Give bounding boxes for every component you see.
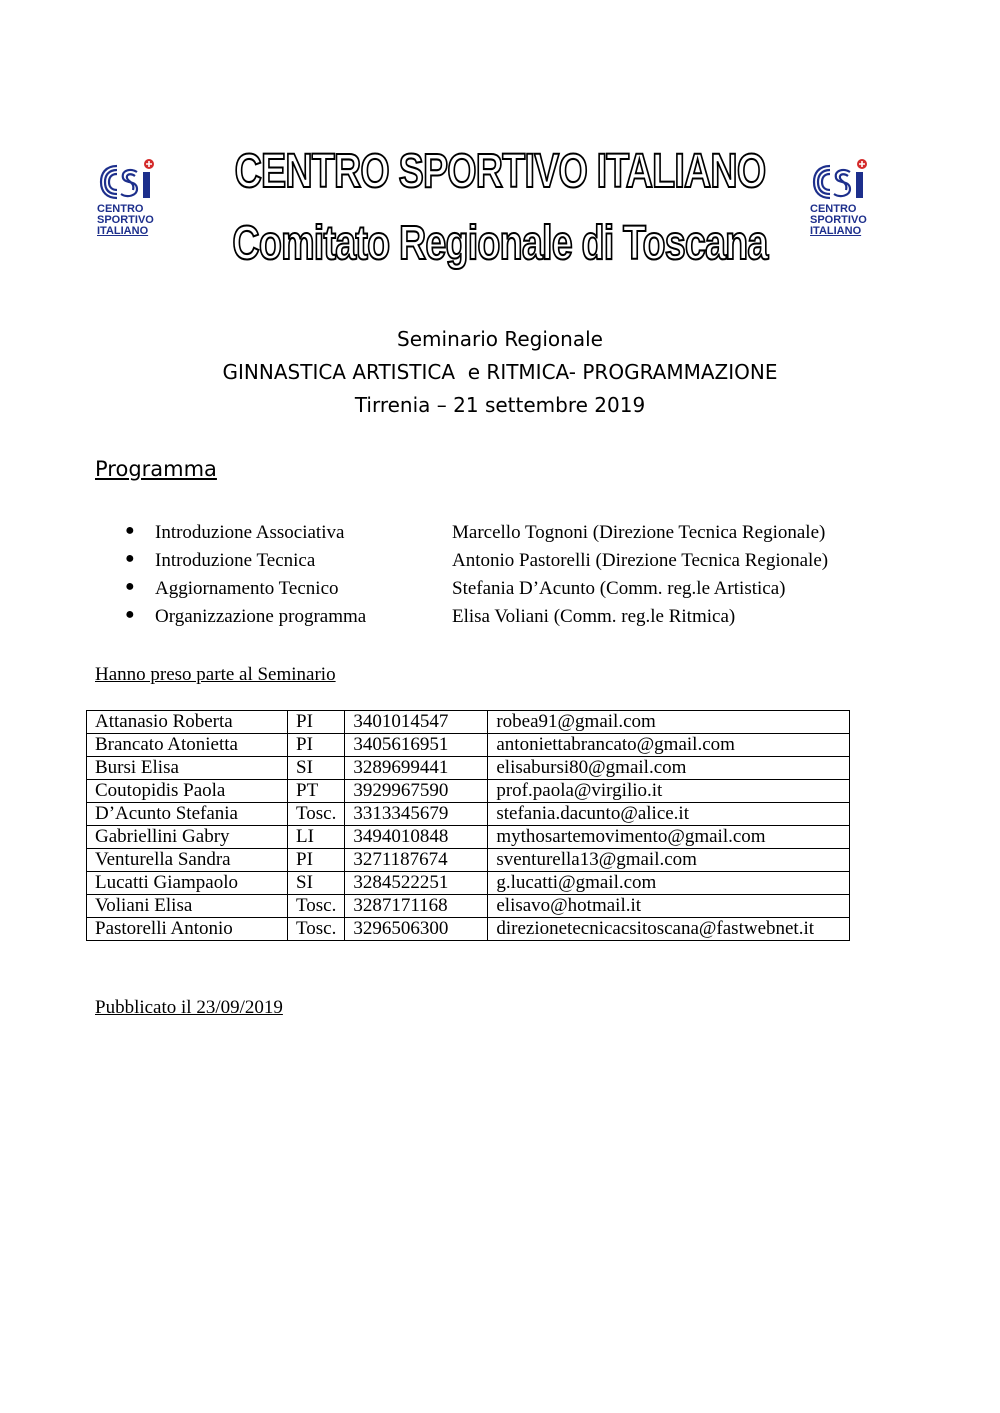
- table-row: [87, 826, 850, 849]
- table-row: [87, 803, 850, 826]
- participants-label: Hanno preso parte al Seminario: [95, 664, 336, 685]
- logo-text-line: SPORTIVO: [810, 214, 867, 226]
- program-heading: Programma: [95, 457, 217, 481]
- logo-text-line: ITALIANO: [97, 225, 149, 237]
- participant-email: elisavo@hotmail.it: [488, 895, 850, 918]
- participant-email: antoniettabrancato@gmail.com: [488, 734, 850, 757]
- participant-province: PI: [288, 849, 345, 872]
- participant-phone: 3405616951: [345, 734, 488, 757]
- publication-date: Pubblicato il 23/09/2019: [95, 997, 283, 1018]
- table-row: [87, 711, 850, 734]
- participant-name: D’Acunto Stefania: [87, 803, 288, 826]
- logo-text-line: ITALIANO: [810, 225, 862, 237]
- participant-name: Pastorelli Antonio: [87, 918, 288, 941]
- program-topic: Aggiornamento Tecnico: [155, 578, 339, 599]
- participant-province: PT: [288, 780, 345, 803]
- participant-phone: 3289699441: [345, 757, 488, 780]
- participant-province: PI: [288, 734, 345, 757]
- participant-phone: 3313345679: [345, 803, 488, 826]
- participant-province: LI: [288, 826, 345, 849]
- program-speaker: Marcello Tognoni (Direzione Tecnica Regionale): [452, 522, 826, 543]
- participant-name: Coutopidis Paola: [87, 780, 288, 803]
- participant-name: Lucatti Giampaolo: [87, 872, 288, 895]
- bullet-icon: ●: [125, 606, 135, 623]
- participants-table: [86, 710, 850, 941]
- participant-name: Gabriellini Gabry: [87, 826, 288, 849]
- seminar-title: Seminario Regionale: [397, 327, 603, 351]
- participant-phone: 3284522251: [345, 872, 488, 895]
- table-row: [87, 734, 850, 757]
- table-row: [87, 872, 850, 895]
- seminar-subject: GINNASTICA ARTISTICA e RITMICA- PROGRAMMAZIONE: [222, 360, 778, 384]
- program-speaker: Antonio Pastorelli (Direzione Tecnica Regionale): [452, 550, 829, 571]
- participant-email: direzionetecnicacsitoscana@fastwebnet.it: [488, 918, 850, 941]
- participant-province: PI: [288, 711, 345, 734]
- bullet-icon: ●: [125, 550, 135, 567]
- logo-text-line: CENTRO: [810, 203, 857, 215]
- participant-phone: 3271187674: [345, 849, 488, 872]
- participant-name: Voliani Elisa: [87, 895, 288, 918]
- program-topic: Introduzione Associativa: [155, 522, 345, 543]
- logo-text-line: CENTRO: [97, 203, 144, 215]
- table-row: [87, 918, 850, 941]
- participant-phone: 3296506300: [345, 918, 488, 941]
- participant-email: elisabursi80@gmail.com: [488, 757, 850, 780]
- bullet-icon: ●: [125, 522, 135, 539]
- bullet-icon: ●: [125, 578, 135, 595]
- participant-name: Bursi Elisa: [87, 757, 288, 780]
- program-speaker: Stefania D’Acunto (Comm. reg.le Artistica): [452, 578, 786, 599]
- table-row: [87, 849, 850, 872]
- participant-email: prof.paola@virgilio.it: [488, 780, 850, 803]
- participant-province: Tosc.: [288, 918, 345, 941]
- committee-title: Comitato Regionale di Toscana: [232, 214, 768, 270]
- participant-phone: 3929967590: [345, 780, 488, 803]
- participant-name: Venturella Sandra: [87, 849, 288, 872]
- participant-province: SI: [288, 872, 345, 895]
- participant-email: sventurella13@gmail.com: [488, 849, 850, 872]
- participant-phone: 3494010848: [345, 826, 488, 849]
- participant-phone: 3287171168: [345, 895, 488, 918]
- program-speaker: Elisa Voliani (Comm. reg.le Ritmica): [452, 606, 736, 627]
- logo-text-line: SPORTIVO: [97, 214, 154, 226]
- participant-province: SI: [288, 757, 345, 780]
- participant-email: g.lucatti@gmail.com: [488, 872, 850, 895]
- program-topic: Introduzione Tecnica: [155, 550, 316, 571]
- participant-province: Tosc.: [288, 895, 345, 918]
- organization-title: CENTRO SPORTIVO ITALIANO: [234, 142, 766, 198]
- table-row: [87, 780, 850, 803]
- participant-email: robea91@gmail.com: [488, 711, 850, 734]
- participant-email: mythosartemovimento@gmail.com: [488, 826, 850, 849]
- table-row: [87, 895, 850, 918]
- participant-name: Brancato Atonietta: [87, 734, 288, 757]
- seminar-place-date: Tirrenia – 21 settembre 2019: [354, 393, 646, 417]
- table-row: [87, 757, 850, 780]
- participant-phone: 3401014547: [345, 711, 488, 734]
- program-topic: Organizzazione programma: [155, 606, 367, 627]
- participant-email: stefania.dacunto@alice.it: [488, 803, 850, 826]
- participant-province: Tosc.: [288, 803, 345, 826]
- participant-name: Attanasio Roberta: [87, 711, 288, 734]
